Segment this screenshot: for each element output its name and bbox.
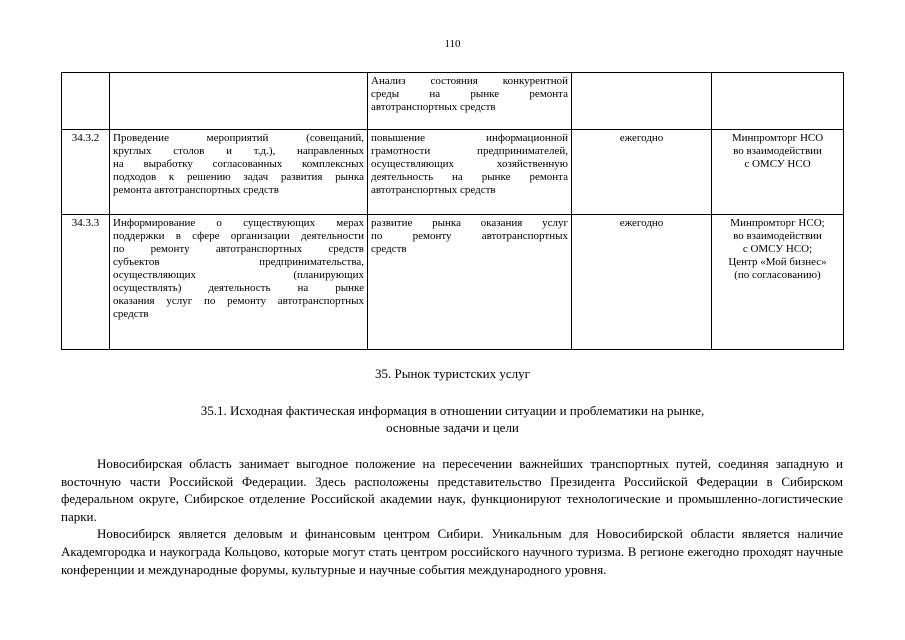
paragraph: Новосибирская область занимает выгодное положение на пересечении важнейших транспортных путей, соединяя западную и восточную части Российской Федерации. Здесь расположены представительство Президента Российской Федерации в Сибирском федеральном округе, Сибирское отделение Российской академии наук, функционируют технологические и промышленно-логистические парки. (61, 456, 843, 524)
page-number: 110 (444, 38, 461, 50)
event-line: Информирование о существующих мерах (113, 217, 364, 229)
result-line: деятельность на рынке ремонта (371, 171, 568, 183)
table-row (62, 215, 844, 350)
term-cell (572, 73, 712, 130)
event-line: оказания услуг по ремонту автотранспортных (113, 295, 364, 307)
table-row (62, 73, 844, 130)
result-line: осуществляющих хозяйственную (371, 158, 568, 170)
result-line: развитие рынка оказания услуг (371, 217, 568, 229)
event-line: осуществлять) деятельность на рынке (113, 282, 364, 294)
event-line: осуществляющих (планирующих (113, 269, 364, 281)
event-line: по ремонту автотранспортных средств (113, 243, 364, 255)
paragraph: Новосибирск является деловым и финансовым центром Сибири. Уникальным для Новосибирской области является наличие Академгородка и наукограда Кольцово, которые могут стать центром российского научного туризма. В регионе ежегодно проходят научные конференции и международные форумы, культурные и научные события международного уровня. (61, 526, 843, 577)
executor-cell (712, 73, 844, 130)
section-title: 35. Рынок туристских услуг (375, 366, 530, 381)
body-text (61, 455, 843, 578)
result-line: автотранспортных средств (371, 184, 496, 196)
event-line: Проведение мероприятий (совещаний, (113, 132, 364, 144)
event-line: субъектов предпринимательства, (113, 256, 364, 268)
event-cell (110, 215, 368, 350)
table-row (62, 130, 844, 215)
item-number-cell (62, 130, 110, 215)
result-line: грамотности предпринимателей, (371, 145, 568, 157)
executor-line: во взаимодействии (733, 145, 822, 157)
subsection-title-line: основные задачи и цели (386, 420, 519, 435)
event-line: на выработку согласованных комплексных (113, 158, 364, 170)
result-line: средств (371, 243, 407, 255)
term-text: ежегодно (619, 132, 664, 144)
item-number: 34.3.2 (71, 132, 100, 144)
event-line: средств (113, 308, 149, 320)
result-cell (368, 215, 572, 350)
result-line: повышение информационной (371, 132, 568, 144)
executor-line: Центр «Мой бизнес» (728, 256, 827, 268)
result-line: Анализ состояния конкурентной (371, 75, 568, 87)
event-line: ремонта автотранспортных средств (113, 184, 279, 196)
subsection-title (0, 402, 905, 436)
executor-cell (712, 130, 844, 215)
term-cell (572, 130, 712, 215)
result-line: среды на рынке ремонта (371, 88, 568, 100)
item-number: 34.3.3 (71, 217, 100, 229)
event-cell (110, 73, 368, 130)
term-cell (572, 215, 712, 350)
event-line: подходов к решению задач развития рынка (113, 171, 364, 183)
term-text: ежегодно (619, 217, 664, 229)
executor-line: Минпромторг НСО (731, 132, 824, 144)
event-line: круглых столов и т.д.), направленных (113, 145, 364, 157)
executor-cell (712, 215, 844, 350)
executor-line: с ОМСУ НСО (744, 158, 811, 170)
event-line: поддержки в сфере организации деятельности (113, 230, 364, 242)
result-cell (368, 73, 572, 130)
result-line: автотранспортных средств (371, 101, 496, 113)
event-cell (110, 130, 368, 215)
item-number-cell (62, 215, 110, 350)
executor-line: (по согласованию) (734, 269, 821, 281)
result-line: по ремонту автотранспортных (371, 230, 568, 242)
executor-line: с ОМСУ НСО; (742, 243, 813, 255)
item-number-cell (62, 73, 110, 130)
executor-line: Минпромторг НСО; (730, 217, 825, 229)
action-plan-table (61, 72, 844, 350)
result-cell (368, 130, 572, 215)
subsection-title-line: 35.1. Исходная фактическая информация в отношении ситуации и проблематики на рынке, (200, 403, 705, 418)
executor-line: во взаимодействии (733, 230, 822, 242)
